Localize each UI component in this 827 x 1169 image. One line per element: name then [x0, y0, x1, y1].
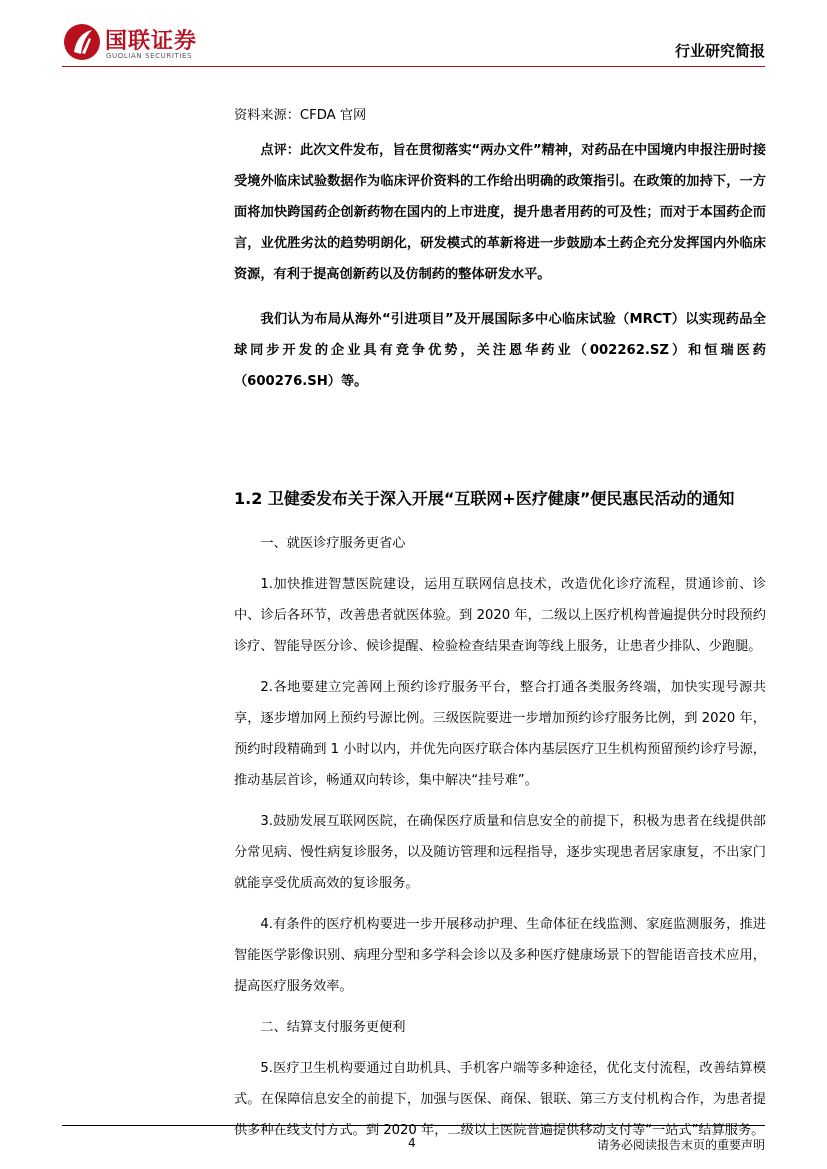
data-source-note: 资料来源：CFDA 官网 — [234, 108, 367, 123]
investment-view-paragraph: 我们认为布局从海外“引进项目”及开展国际多中心临床试验（MRCT）以实现药品全球同步开发的企业具有竞争优势，关注恩华药业（002262.SZ）和恒瑞医药（600276.SH）等。 — [234, 312, 766, 389]
header-divider — [62, 66, 765, 67]
page-header — [0, 0, 827, 70]
paragraph-5: 5.医疗卫生机构要通过自助机具、手机客户端等多种途径，优化支付流程，改善结算模式。在保障信息安全的前提下，加强与医保、商保、银联、第三方支付机构合作，为患者提供多种在线支付方式。到 2020 年，二级以上医院普遍提供移动支付等“一站式”结算服务。 — [234, 1061, 766, 1138]
logo-english-name: GUOLIAN SECURITIES — [106, 52, 193, 60]
company-logo — [62, 22, 237, 62]
section-1-body — [234, 100, 766, 397]
page-number: 4 — [408, 1136, 416, 1150]
paragraph-3: 3.鼓励发展互联网医院，在确保医疗质量和信息安全的前提下，积极为患者在线提供部分常见病、慢性病复诊服务，以及随访管理和远程指导，逐步实现患者居家康复，不出家门就能享受优质高效的复诊服务。 — [234, 814, 766, 891]
report-type-label: 行业研究简报 — [674, 42, 765, 60]
section-heading: 1.2 卫健委发布关于深入开展“互联网+医疗健康”便民惠民活动的通知 — [234, 489, 735, 508]
subheading-1: 一、就医诊疗服务更省心 — [260, 536, 406, 551]
guolian-logo-icon — [62, 22, 102, 62]
section-2-body — [234, 528, 766, 1156]
commentary-paragraph: 点评：此次文件发布，旨在贯彻落实“两办文件”精神，对药品在中国境内申报注册时接受境外临床试验数据作为临床评价资料的工作给出明确的政策指引。在政策的加持下，一方面将加快跨国药企创新药物在国内的上市进度，提升患者用药的可及性；而对于本国药企而言，业优胜劣汰的趋势明朗化，研发模式的革新将进一步鼓励本土药企充分发挥国内外临床资源，有利于提高创新药以及仿制药的整体研发水平。 — [234, 143, 766, 282]
subheading-2: 二、结算支付服务更便利 — [260, 1020, 406, 1035]
disclaimer-note: 请务必阅读报告末页的重要声明 — [596, 1138, 765, 1152]
paragraph-2: 2.各地要建立完善网上预约诊疗服务平台，整合打通各类服务终端，加快实现号源共享，逐步增加网上预约号源比例。三级医院要进一步增加预约诊疗服务比例，到 2020 年，预约时段精确到 1 小时以内，并优先向医疗联合体内基层医疗卫生机构预留预约诊疗号源，推动基层首诊，畅通双向转诊，集中解决“挂号难”。 — [234, 680, 766, 788]
logo-chinese-name: 国联证券 — [105, 29, 198, 54]
paragraph-1: 1.加快推进智慧医院建设，运用互联网信息技术，改造优化诊疗流程，贯通诊前、诊中、诊后各环节，改善患者就医体验。到 2020 年，二级以上医疗机构普遍提供分时段预约诊疗、智能导医分诊、候诊提醒、检验检查结果查询等线上服务，让患者少排队、少跑腿。 — [234, 577, 766, 654]
footer-divider — [62, 1125, 765, 1126]
paragraph-4: 4.有条件的医疗机构要进一步开展移动护理、生命体征在线监测、家庭监测服务，推进智能医学影像识别、病理分型和多学科会诊以及多种医疗健康场景下的智能语音技术应用，提高医疗服务效率。 — [234, 917, 766, 994]
